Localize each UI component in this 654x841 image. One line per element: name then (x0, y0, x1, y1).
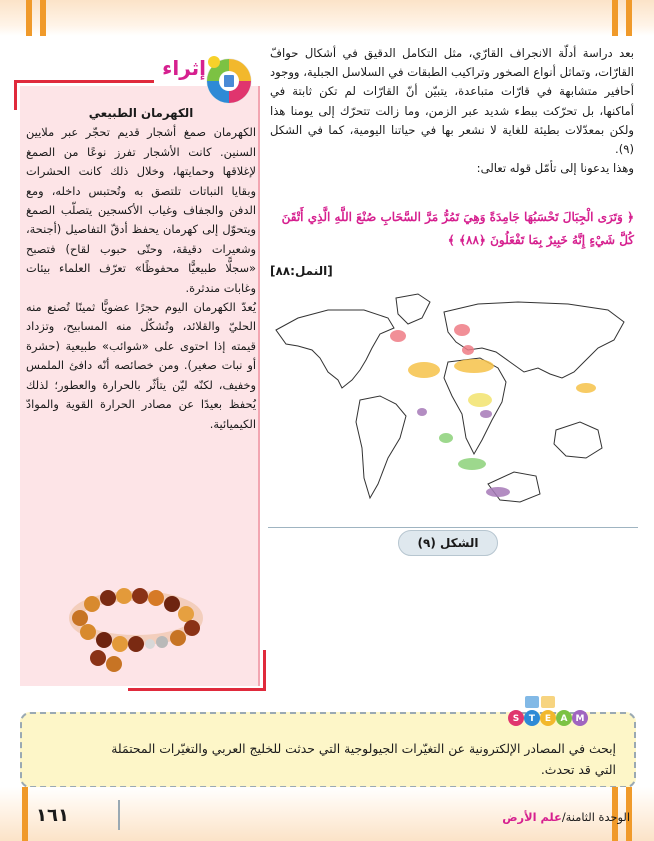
figure-divider (268, 527, 638, 528)
subject-text: علم الأرض (502, 810, 562, 824)
enrichment-icon (200, 50, 258, 108)
enrichment-title: إثراء (162, 56, 206, 80)
region-yellow (468, 393, 492, 407)
decor-bar (40, 0, 46, 36)
decor-bar (22, 787, 28, 841)
region-orange (454, 359, 494, 373)
region-orange (408, 362, 440, 378)
steam-letter-s: S (512, 714, 520, 724)
antarctica (488, 472, 540, 502)
greenland (396, 294, 430, 324)
frame-line (14, 80, 154, 83)
steam-letter-e: E (544, 714, 552, 724)
region-green (439, 433, 453, 443)
steam-letter-m: M (575, 714, 585, 724)
paragraph-text: بعد دراسة أدلّة الانجراف القارّي، مثل التكامل الدقيق في أشكال حوافّ القارّات، وتماثل أنواع الصخور وتراكيب الطبقات في السلاسل الجبلية، ووجود أحافير متشابهة في قارّات متباعدة، يتبيّن أنّ القارّات لم تكن ثابتة في أماكنها، بل تحرّكت ببطء شديد عبر الزمن، وما زالت تتحرّك إلى يومنا هذا ولكن بمعدّلات بطيئة للغاية لا نشعر بها في حياتنا اليومية، كما في الشكل (٩). (270, 46, 634, 157)
steam-badge-icon (506, 694, 590, 728)
decor-bar (26, 0, 32, 36)
region-purple (417, 408, 427, 416)
frame-line (128, 688, 266, 691)
steam-letter-a: A (560, 714, 568, 724)
frame-line (263, 650, 266, 691)
south-america (356, 396, 406, 498)
enrichment-text (26, 104, 256, 434)
figure-label: الشكل (٩) (398, 530, 498, 556)
unit-text: الوحدة الثامنة/ (561, 810, 630, 824)
quran-reference: [النمل:٨٨] (270, 264, 333, 278)
region-green (458, 458, 486, 470)
region-pink (454, 324, 470, 336)
top-decor-band (0, 0, 654, 36)
region-pink (390, 330, 406, 342)
region-purple (486, 487, 510, 497)
enrichment-paragraph-1: الكهرمان صمغ أشجار قديم تحجّر عبر ملايين السنين. كانت الأشجار تفرز نوعًا من الصمغ لإغلاقها وحمايتها، وخلال ذلك كانت الحشرات وبقايا النباتات تلتصق به وتُحتبس داخله، ومع الدفن والجفاف وغياب الأكسجين يتصلّب الصمغ ويتحوّل إلى كهرمان يحفظ أدقّ التفاصيل (أجنحة، وشعيرات دقيقة، وحتّى حبوب لقاح) فتصبح «سجلًّا طبيعيًّا محفوظًا» تعرّف العلماء بيئات وغابات مندثرة. (26, 125, 256, 295)
decor-bar (612, 0, 618, 36)
steam-letter-t: T (528, 714, 536, 724)
north-america (276, 310, 394, 388)
enrichment-subtitle: الكهرمان الطبيعي (88, 106, 194, 120)
quran-verse: ﴿ وَتَرَى الْجِبَالَ تَحْسَبُهَا جَامِدَةً وَهِيَ تَمُرُّ مَرَّ السَّحَابِ صُنْعَ اللَّهِ الَّذِي أَتْقَنَ كُلَّ شَيْءٍ إِنَّهُ خَبِيرٌ بِمَا تَفْعَلُونَ ﴿٨٨﴾ ﴾ (281, 210, 634, 247)
footer-unit-label (380, 810, 630, 824)
steam-activity-text: إبحث في المصادر الإلكترونية عن التغيّرات الجيولوجية التي حدثت للخليج العربي والتغيّرات المحتمَلة التي قد تحدث. (111, 741, 616, 777)
world-map-figure (268, 288, 638, 528)
enrichment-paragraph-2: يُعدّ الكهرمان اليوم حجرًا عضويًّا ثمينًا تُصنع منه الحليّ والقلائد، وتُشكّل منه المسابيح، وتزداد قيمته إذا احتوى على «شوائب» طبيعية (حشرة أو نبات صغير). ومن خصائصه أنّه دافئ الملمس وخفيف، لكنّه ليّن يتأثّر بالحرارة والعطور؛ لذلك يُحفظ بعيدًا عن مصادر الحرارة القوية والموادّ الكيميائية. (26, 300, 256, 431)
australia (554, 422, 602, 458)
frame-line (14, 80, 17, 110)
region-pink (462, 345, 474, 355)
region-purple (480, 410, 492, 418)
region-orange (576, 383, 596, 393)
main-paragraph (270, 44, 634, 178)
decor-bar (626, 0, 632, 36)
invite-text: وهذا يدعونا إلى تأمّل قوله تعالى: (476, 161, 634, 176)
amber-bracelet-image (58, 574, 214, 678)
page-number: ١٦١ (36, 805, 69, 826)
footer-divider (118, 800, 120, 830)
